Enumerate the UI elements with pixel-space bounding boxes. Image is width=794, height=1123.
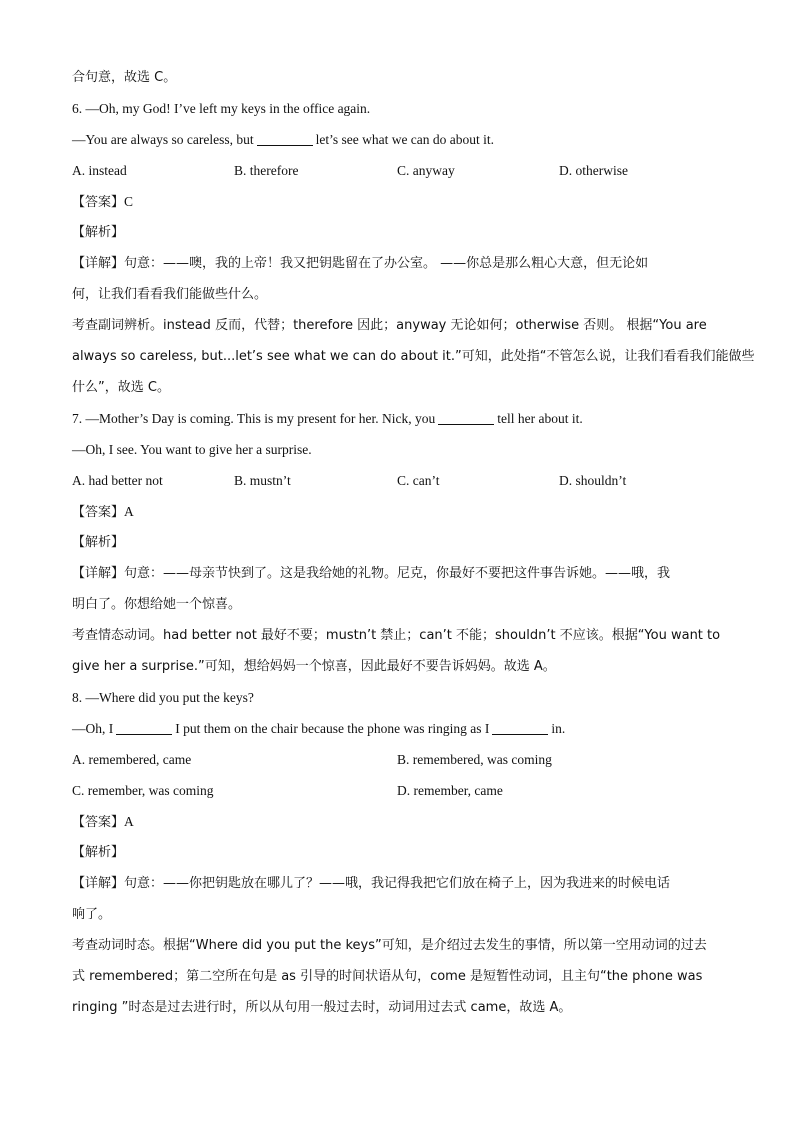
q7-options: [72, 465, 722, 496]
q8-blank-2: [492, 720, 548, 735]
q8-stem-text-c: in.: [551, 721, 566, 736]
q8-stem-line-2: [72, 713, 722, 744]
q8-stem-text-a: —Oh, I: [72, 721, 114, 736]
q8-detail-line-1: 【详解】句意：——你把钥匙放在哪儿了？——哦，我记得我把它们放在椅子上，因为我进来的时候电话: [72, 876, 671, 891]
q6-stem-line-2: [72, 124, 722, 155]
q6-option-b: B. therefore: [234, 163, 299, 178]
q7-stem-line-1: [72, 403, 722, 434]
q6-detail-line-1: 【详解】句意：——噢，我的上帝！我又把钥匙留在了办公室。 ——你总是那么粗心大意，但无论如: [72, 256, 649, 271]
q6-stem-text-a: —You are always so careless, but: [72, 132, 254, 147]
q8-detail-line-4: 式 remembered；第二空所在句是 as 引导的时间状语从句，come 是短暂性动词，且主句“the phone was: [72, 969, 703, 984]
q8-answer-value: A: [124, 814, 134, 829]
q6-analysis-label: 【解析】: [72, 225, 125, 240]
q7-stem-line-2: —Oh, I see. You want to give her a surprise.: [72, 442, 312, 457]
q7-option-a: A. had better not: [72, 473, 163, 488]
q7-detail-line-1: 【详解】句意：——母亲节快到了。这是我给她的礼物。尼克，你最好不要把这件事告诉她。——哦，我: [72, 566, 671, 581]
q6-answer-value: C: [124, 194, 134, 209]
q8-answer-label: 【答案】: [72, 815, 125, 830]
q6-stem-text-b: let’s see what we can do about it.: [315, 132, 495, 147]
q8-stem-line-1: 8. —Where did you put the keys?: [72, 690, 254, 705]
q7-detail-line-2: 明白了。你想给她一个惊喜。: [72, 597, 242, 612]
q8-option-b: B. remembered, was coming: [397, 752, 552, 767]
q6-detail-line-5: 什么”，故选 C。: [72, 380, 170, 395]
q7-answer-value: A: [124, 504, 134, 519]
q8-option-c: C. remember, was coming: [72, 783, 214, 798]
q8-blank-1: [116, 720, 172, 735]
q7-answer: [72, 496, 722, 527]
q8-option-a: A. remembered, came: [72, 752, 192, 767]
q8-detail-line-2: 响了。: [72, 907, 112, 922]
q6-options: [72, 155, 722, 186]
q7-stem-text-b: tell her about it.: [497, 411, 583, 426]
q6-detail-line-4: always so careless, but...let’s see what we can do about it.”可知，此处指“不管怎么说，让我们看看我们能做些: [72, 349, 755, 364]
q6-answer: [72, 186, 722, 217]
q8-answer: [72, 806, 722, 837]
q8-detail-line-3: 考查动词时态。根据“Where did you put the keys”可知，是介绍过去发生的事情，所以第一空用动词的过去: [72, 938, 707, 953]
q6-stem-line-1: 6. —Oh, my God! I’ve left my keys in the office again.: [72, 101, 371, 116]
q5-conclusion: 合句意，故选 C。: [72, 70, 177, 85]
q8-options-row-1: [72, 744, 722, 775]
q7-option-c: C. can’t: [397, 473, 440, 488]
q7-stem-text-a: 7. —Mother’s Day is coming. This is my present for her. Nick, you: [72, 411, 436, 426]
q7-blank: [438, 410, 494, 425]
q7-option-b: B. mustn’t: [234, 473, 291, 488]
q6-answer-label: 【答案】: [72, 195, 125, 210]
q6-option-d: D. otherwise: [559, 163, 628, 178]
q8-analysis-label: 【解析】: [72, 845, 125, 860]
q6-blank: [257, 131, 313, 146]
q8-options-row-2: [72, 775, 722, 806]
q7-detail-line-3: 考查情态动词。had better not 最好不要；mustn’t 禁止；can’t 不能；shouldn’t 不应该。根据“You want to: [72, 628, 721, 643]
q6-option-a: A. instead: [72, 163, 127, 178]
q8-stem-text-b: I put them on the chair because the phone was ringing as I: [175, 721, 490, 736]
q7-detail-line-4: give her a surprise.”可知，想给妈妈一个惊喜，因此最好不要告诉妈妈。故选 A。: [72, 659, 556, 674]
q8-detail-line-5: ringing ”时态是过去进行时，所以从句用一般过去时，动词用过去式 came，故选 A。: [72, 1000, 572, 1015]
q7-answer-label: 【答案】: [72, 505, 125, 520]
document-page: [72, 62, 755, 1023]
q7-analysis-label: 【解析】: [72, 535, 125, 550]
q6-detail-line-3: 考查副词辨析。instead 反而，代替；therefore 因此；anyway 无论如何；otherwise 否则。 根据“You are: [72, 318, 707, 333]
q7-option-d: D. shouldn’t: [559, 473, 627, 488]
q6-option-c: C. anyway: [397, 163, 455, 178]
q8-option-d: D. remember, came: [397, 783, 503, 798]
q6-detail-line-2: 何，让我们看看我们能做些什么。: [72, 287, 268, 302]
